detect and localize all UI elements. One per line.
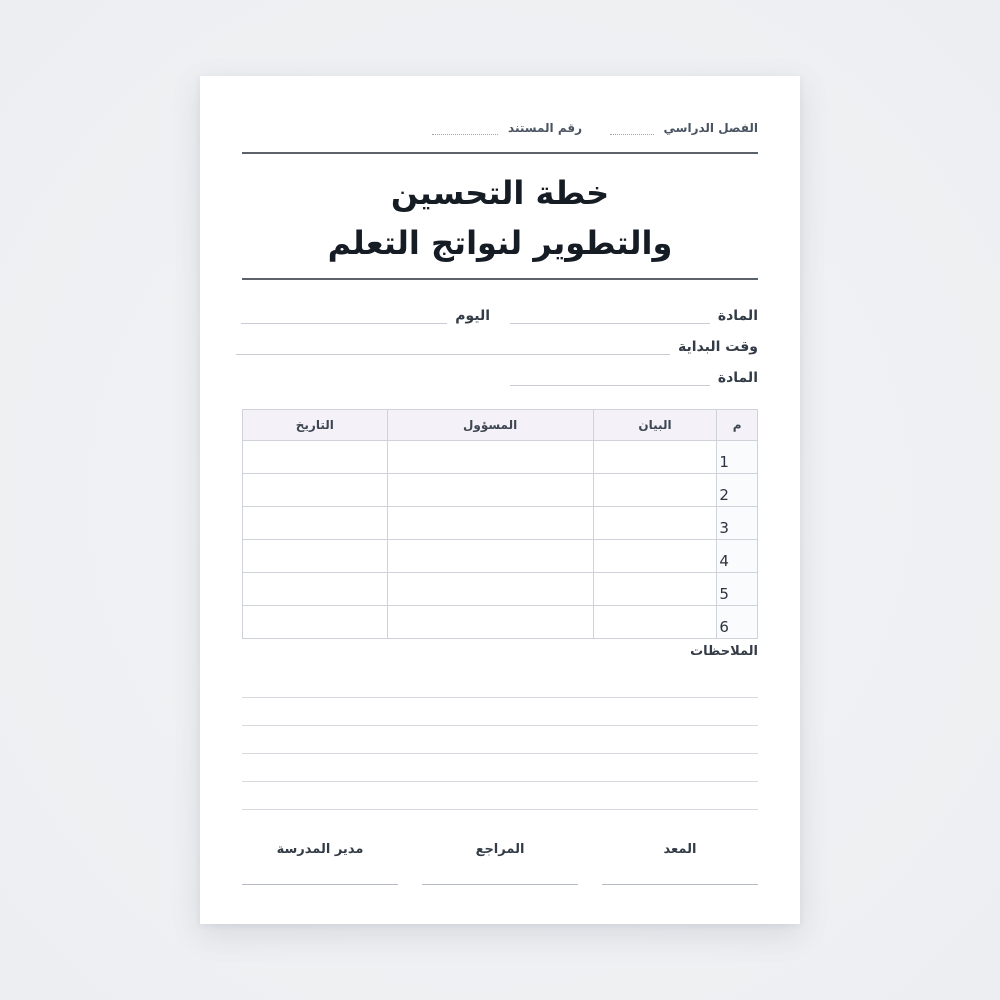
preparer-signature-line[interactable] [602,884,758,885]
responsible-cell[interactable] [387,474,593,507]
day-input-line[interactable] [241,315,447,324]
header-meta-row [242,121,758,141]
table-row [243,606,758,639]
statement-cell[interactable] [593,441,717,474]
responsible-cell[interactable] [387,507,593,540]
term-label: الفصل الدراسي [663,121,758,135]
date-cell[interactable] [243,606,388,639]
date-cell[interactable] [243,441,388,474]
date-cell[interactable] [243,507,388,540]
subject-input-line[interactable] [510,315,710,324]
start-time-label: وقت البداية [678,339,758,355]
row-number: 2 [717,474,758,507]
notes-line[interactable] [242,809,758,810]
subject-label: المادة [717,308,758,324]
statement-cell[interactable] [593,540,717,573]
table-header-row [243,410,758,441]
subject-field [510,302,758,324]
doc-number-input-line[interactable] [432,123,498,135]
page-title [242,168,758,268]
title-line-1: خطة التحسين [390,174,610,212]
doc-number-label: رقم المستند [508,121,582,135]
subject-field-2 [510,364,758,386]
table-row [243,441,758,474]
statement-cell[interactable] [593,606,717,639]
table-row [243,573,758,606]
notes-line[interactable] [242,725,758,726]
principal-signature-line[interactable] [242,884,398,885]
term-field [610,121,758,135]
term-input-line[interactable] [610,123,654,135]
title-line-2: والتطوير لنواتج التعلم [327,224,673,262]
notes-line[interactable] [242,753,758,754]
principal-signature [242,842,398,857]
column-header-statement: البيان [593,410,717,441]
reviewer-label: المراجع [475,842,525,857]
row-number: 1 [717,441,758,474]
column-header-date: التاريخ [243,410,388,441]
start-time-field [236,333,758,355]
column-header-number: م [717,410,758,441]
table-row [243,507,758,540]
start-time-input-line[interactable] [236,346,670,355]
column-header-responsible: المسؤول [387,410,593,441]
table-row [243,474,758,507]
responsible-cell[interactable] [387,606,593,639]
reviewer-signature [422,842,578,857]
preparer-label: المعد [663,842,697,857]
principal-label: مدير المدرسة [276,842,364,857]
statement-cell[interactable] [593,507,717,540]
row-number: 4 [717,540,758,573]
subject-input-line-2[interactable] [510,377,710,386]
date-cell[interactable] [243,474,388,507]
date-cell[interactable] [243,573,388,606]
responsible-cell[interactable] [387,441,593,474]
day-label: اليوم [455,308,490,324]
statement-cell[interactable] [593,474,717,507]
row-number: 5 [717,573,758,606]
statement-cell[interactable] [593,573,717,606]
page-content [242,76,758,924]
notes-title: الملاحظات [690,644,758,659]
responsible-cell[interactable] [387,573,593,606]
plan-table [242,409,758,639]
reviewer-signature-line[interactable] [422,884,578,885]
table-row [243,540,758,573]
date-cell[interactable] [243,540,388,573]
row-number: 3 [717,507,758,540]
notes-line[interactable] [242,697,758,698]
responsible-cell[interactable] [387,540,593,573]
row-number: 6 [717,606,758,639]
day-field [241,302,490,324]
document-page [200,76,800,924]
notes-line[interactable] [242,781,758,782]
doc-number-field [432,121,582,135]
subject-label-2: المادة [717,370,758,386]
title-bottom-divider [242,278,758,280]
preparer-signature [602,842,758,857]
title-top-divider [242,152,758,154]
